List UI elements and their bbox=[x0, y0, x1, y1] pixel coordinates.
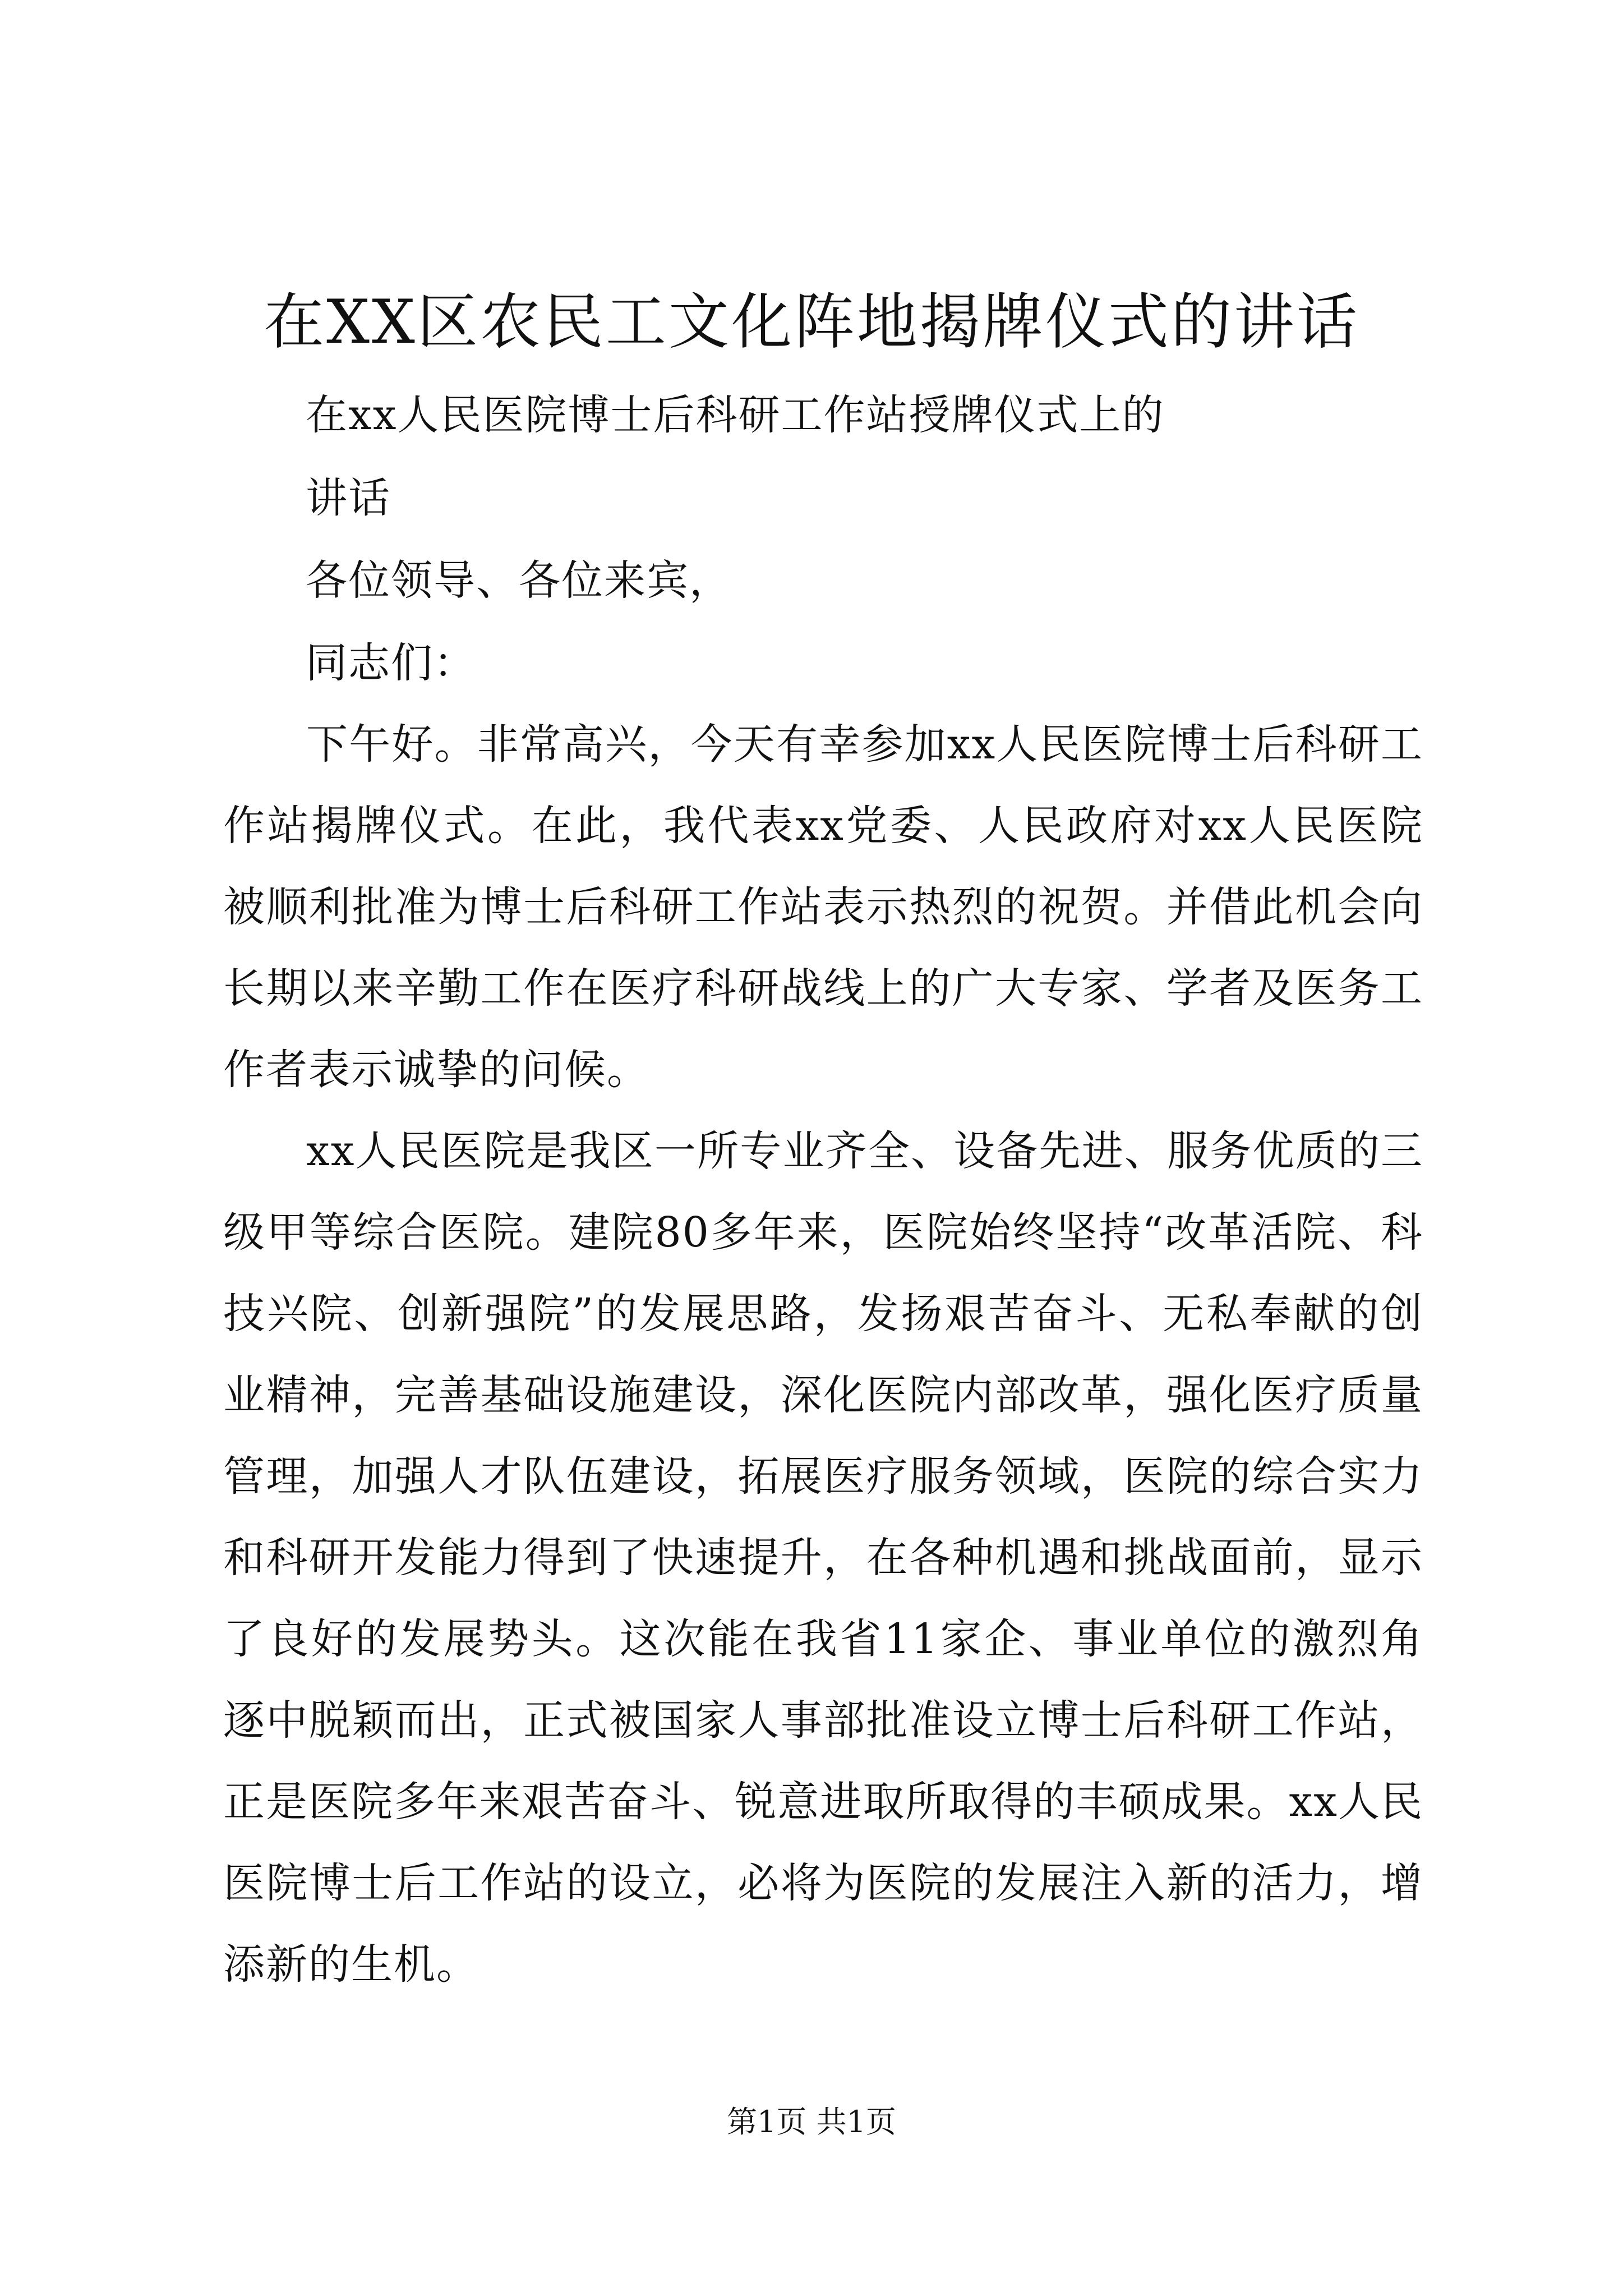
salutation-line-2: 同志们： bbox=[306, 639, 476, 687]
subtitle-line-1: 在xx人民医院博士后科研工作站授牌仪式上的 bbox=[306, 391, 1165, 439]
document-title: 在XX区农民工文化阵地揭牌仪式的讲话 bbox=[264, 287, 1359, 357]
body-paragraph-1: 下午好。非常高兴，今天有幸参加xx人民医院博士后科研工作站揭牌仪式。在此，我代表xx党委、人民政府对xx人民医院被顺利批准为博士后科研工作站表示热烈的祝贺。并借此机会向长期以来辛勤工作在医疗科研战线上的广大专家、学者及医务工作者表示诚挚的问候。 bbox=[223, 720, 1423, 1094]
page-number-footer: 第1页 共1页 bbox=[727, 2104, 896, 2139]
salutation-line-1: 各位领导、各位来宾， bbox=[306, 556, 732, 605]
body-paragraph-2: xx人民医院是我区一所专业齐全、设备先进、服务优质的三级甲等综合医院。建院80多年来，医院始终坚持“改革活院、科技兴院、创新强院”的发展思路，发扬艰苦奋斗、无私奉献的创业精神，完善基础设施建设，深化医院内部改革，强化医疗质量管理，加强人才队伍建设，拓展医疗服务领域，医院的综合实力和科研开发能力得到了快速提升，在各种机遇和挑战面前，显示了良好的发展势头。这次能在我省11家企、事业单位的激烈角逐中脱颖而出，正式被国家人事部批准设立博士后科研工作站，正是医院多年来艰苦奋斗、锐意进取所取得的丰硕成果。xx人民医院博士后工作站的设立，必将为医院的发展注入新的活力，增添新的生机。 bbox=[223, 1127, 1423, 1989]
subtitle-line-2: 讲话 bbox=[306, 474, 391, 522]
